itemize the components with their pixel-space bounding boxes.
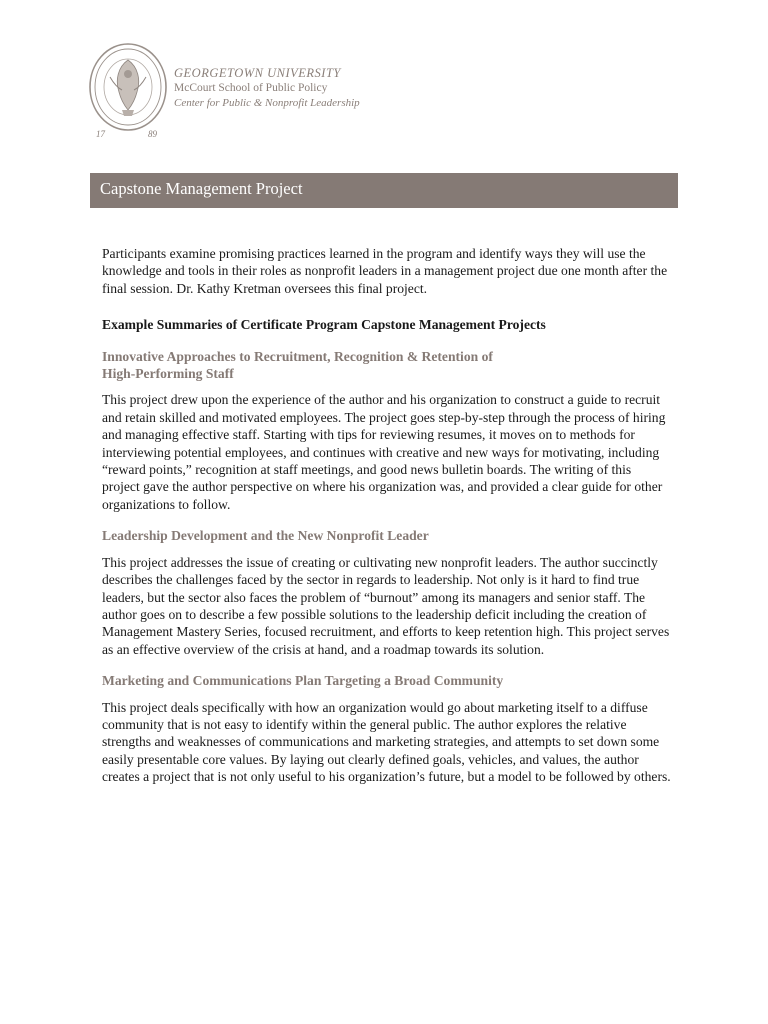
project-title	[102, 348, 672, 383]
project-summary	[102, 527, 672, 658]
university-lines	[174, 66, 360, 111]
project-body: This project deals specifically with how an organization would go about marketing itself to a diffuse community that is not easy to identify within the general public. The author explores the relative strengths and weaknesses of communications and marketing strategies, and attempts to set down some easily presentable core values. By laying out clearly defined goals, vehicles, and values, the author creates a project that is not only useful to his organization’s future, but a model to be followed by others.	[102, 699, 671, 785]
university-name: GEORGETOWN UNIVERSITY	[174, 66, 341, 80]
university-seal-icon	[88, 42, 168, 142]
project-title: Marketing and Communications Plan Targeting a Broad Community	[102, 673, 504, 689]
page-title: Capstone Management Project	[90, 173, 678, 208]
center-name: Center for Public & Nonprofit Leadership	[174, 97, 360, 109]
project-body: This project addresses the issue of creating or cultivating new nonprofit leaders. The author succinctly describes the challenges faced by the sector in regards to leadership. Not only is it hard to find true leaders, but the sector also faces the problem of “burnout” among its managers and senior staff. The author goes on to describe a few possible solutions to the leadership deficit including the creation of Management Mastery Series, focused recruitment, and efforts to keep retention high. This project serves as an effective overview of the crisis at hand, and a roadmap towards its solution.	[102, 554, 670, 657]
seal-year-right: 89	[148, 129, 157, 139]
document-body	[102, 245, 672, 800]
intro-paragraph: Participants examine promising practices learned in the program and identify ways they will use the knowledge and tools in their roles as nonprofit leaders in a management project due one month after the final session. Dr. Kathy Kretman oversees this final project.	[102, 246, 668, 296]
project-title: Leadership Development and the New Nonprofit Leader	[102, 528, 429, 544]
examples-heading: Example Summaries of Certificate Program Capstone Management Projects	[102, 317, 546, 333]
school-name: McCourt School of Public Policy	[174, 82, 328, 94]
seal-year-left: 17	[96, 129, 105, 139]
letterhead	[88, 42, 388, 142]
project-summary	[102, 348, 672, 514]
project-body: This project drew upon the experience of the author and his organization to construct a guide to recruit and retain skilled and motivated employees. The project goes step-by-step through the process of hiring and managing effective staff. Starting with tips for reviewing resumes, it moves on to methods for interviewing potential employees, and continues with creative and new ways for motivating, including “reward points,” recognition at staff meetings, and good news bulletin boards. The writing of this project gave the author perspective on where his organization was, and provided a clear guide for other organizations to follow.	[102, 392, 666, 512]
project-title-line: High-Performing Staff	[102, 366, 234, 382]
project-title-line: Innovative Approaches to Recruitment, Recognition & Retention of	[102, 348, 493, 364]
project-summary	[102, 672, 672, 785]
